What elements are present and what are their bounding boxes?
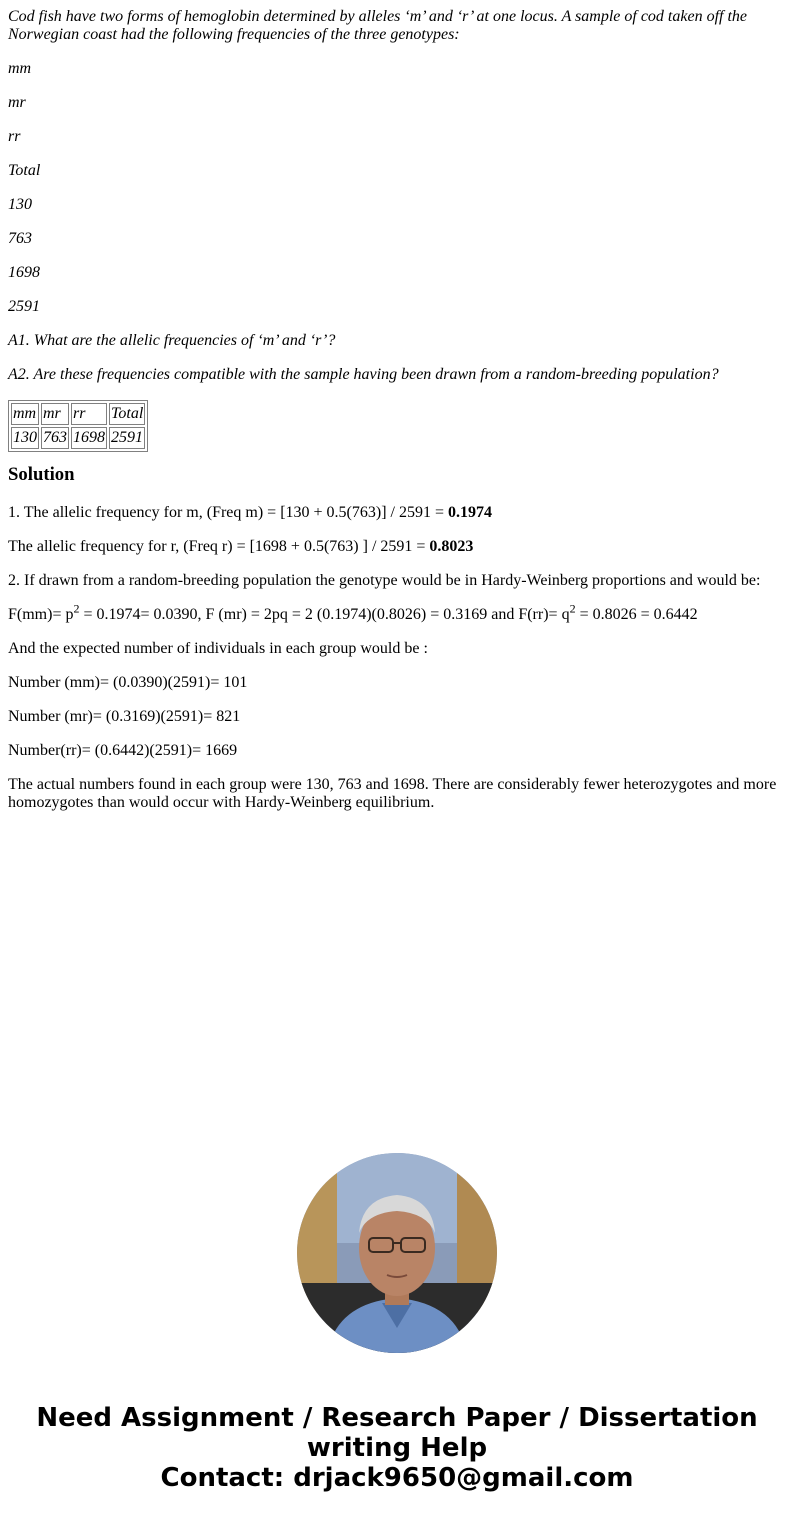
table-row xyxy=(11,403,145,425)
question-line-2591: 2591 xyxy=(8,298,40,315)
question-a2: A2. Are these frequencies compatible with the sample having been drawn from a random-breeding population? xyxy=(8,366,719,383)
question-intro: Cod fish have two forms of hemoglobin determined by alleles ‘m’ and ‘r’ at one locus. A sample of cod taken off the Norwegian coast had the following frequencies of the three genotypes: xyxy=(8,8,748,43)
footer-line-2: writing Help xyxy=(306,1433,488,1463)
footer-line-1: Need Assignment / Research Paper / Dissertation xyxy=(36,1403,758,1433)
question-line-130: 130 xyxy=(8,196,32,213)
table-header-cell: mm xyxy=(11,403,39,425)
contact-footer xyxy=(0,1403,794,1493)
superscript: 2 xyxy=(73,601,80,616)
document-content xyxy=(8,8,786,828)
author-photo xyxy=(297,1153,497,1353)
footer-contact-line: Contact: drjack9650@gmail.com xyxy=(160,1463,634,1493)
table-header-cell: rr xyxy=(71,403,107,425)
solution-step-1 xyxy=(8,504,786,522)
question-line-763: 763 xyxy=(8,230,32,247)
formula-part-b: = 0.1974= 0.0390, F (mr) = 2pq = 2 (0.1974)(0.8026) = 0.3169 and F(rr)= q xyxy=(79,606,570,623)
freq-r-result: 0.8023 xyxy=(429,538,474,555)
solution-heading: Solution xyxy=(8,464,75,485)
genotype-table xyxy=(8,400,148,452)
solution-step-3: 2. If drawn from a random-breeding population the genotype would be in Hardy-Weinberg proportions and would be: xyxy=(8,572,761,589)
author-avatar xyxy=(297,1153,497,1353)
freq-m-result: 0.1974 xyxy=(448,504,492,521)
question-line-mr: mr xyxy=(8,94,26,111)
question-line-1698: 1698 xyxy=(8,264,40,281)
question-a1: A1. What are the allelic frequencies of ‘m’ and ‘r’? xyxy=(8,332,336,349)
solution-step-2 xyxy=(8,538,786,556)
table-row xyxy=(11,427,145,449)
solution-conclusion: The actual numbers found in each group were 130, 763 and 1698. There are considerably fewer heterozygotes and more homozygotes than would occur with Hardy-Weinberg equilibrium. xyxy=(8,776,777,811)
table-header-cell: mr xyxy=(41,403,69,425)
question-line-mm: mm xyxy=(8,60,32,77)
question-line-total: Total xyxy=(8,162,41,179)
solution-step-5: And the expected number of individuals in each group would be : xyxy=(8,640,428,657)
solution-step-2-text: The allelic frequency for r, (Freq r) = [1698 + 0.5(763) ] / 2591 = xyxy=(8,538,430,555)
table-cell: 2591 xyxy=(109,427,145,449)
solution-step-8: Number(rr)= (0.6442)(2591)= 1669 xyxy=(8,742,238,759)
table-cell: 1698 xyxy=(71,427,107,449)
solution-step-1-text: 1. The allelic frequency for m, (Freq m) = [130 + 0.5(763)] / 2591 = xyxy=(8,504,448,521)
superscript: 2 xyxy=(569,601,576,616)
solution-step-7: Number (mr)= (0.3169)(2591)= 821 xyxy=(8,708,241,725)
formula-part-a: F(mm)= p xyxy=(8,606,74,623)
solution-step-6: Number (mm)= (0.0390)(2591)= 101 xyxy=(8,674,248,691)
table-cell: 763 xyxy=(41,427,69,449)
solution-step-4 xyxy=(8,601,786,624)
question-line-rr: rr xyxy=(8,128,21,145)
table-cell: 130 xyxy=(11,427,39,449)
formula-part-c: = 0.8026 = 0.6442 xyxy=(575,606,698,623)
table-header-cell: Total xyxy=(109,403,145,425)
